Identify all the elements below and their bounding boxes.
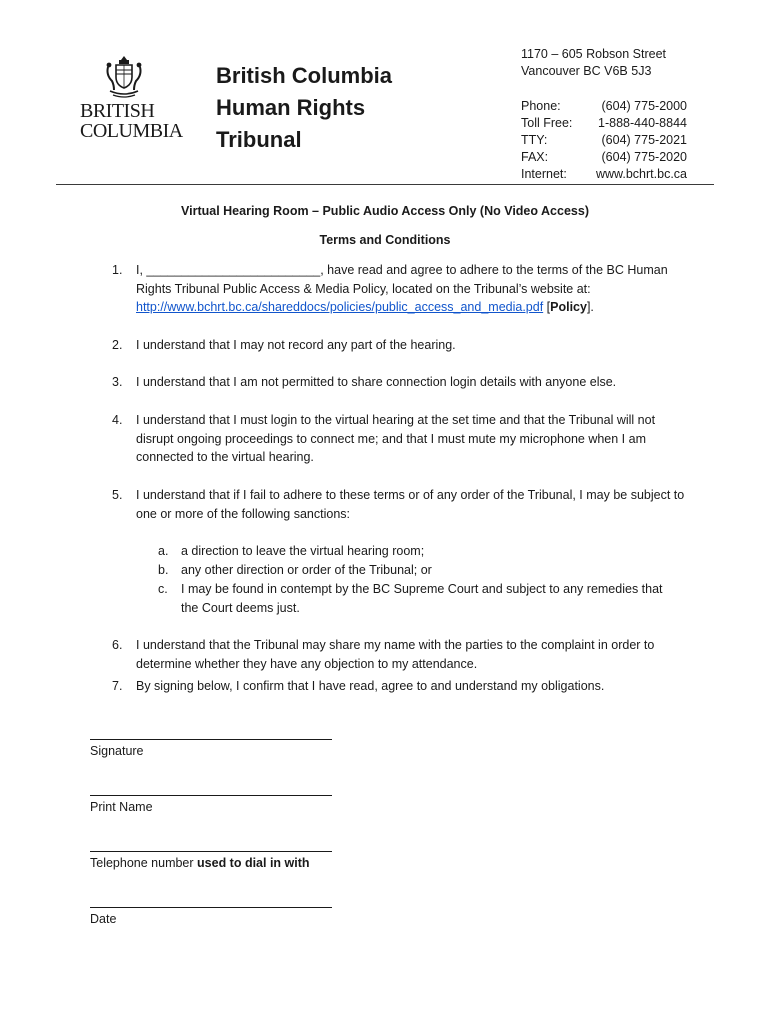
logo-text-line1: BRITISH [80, 100, 155, 122]
term-number: 2. [112, 338, 123, 352]
contact-value: (604) 775-2021 [601, 133, 687, 147]
term-text-intro: I, _________________________, have read and agree to adhere to the terms of the BC Human Rights Tribunal Public Access & Media Policy, located on the Tribunal’s website at: [136, 263, 668, 296]
sanction-text: I may be found in contempt by the BC Supreme Court and subject to any remedies that the Court deems just. [181, 582, 663, 615]
term-item-3 [112, 373, 692, 392]
policy-bracket-close: ]. [586, 300, 594, 314]
term-item-7 [112, 677, 692, 696]
signature-line[interactable] [90, 739, 332, 740]
contact-value: 1-888-440-8844 [598, 116, 687, 130]
address-street: 1170 – 605 Robson Street [521, 47, 667, 61]
term-number: 4. [112, 413, 123, 427]
term-number: 1. [112, 263, 123, 277]
term-number: 6. [112, 638, 123, 652]
contact-value: www.bchrt.bc.ca [595, 167, 687, 181]
contact-block [521, 98, 687, 183]
policy-bracket-open: [ [543, 300, 551, 314]
print-name-label: Print Name [90, 800, 153, 814]
sanction-letter: b. [158, 563, 169, 577]
contact-label: Toll Free: [521, 116, 573, 130]
contact-label: TTY: [521, 133, 548, 147]
contact-label: Internet: [521, 167, 567, 181]
contact-phone [521, 98, 687, 115]
org-title-line: Human Rights [216, 95, 366, 120]
term-text: I understand that I must login to the virtual hearing at the set time and that the Tribunal will not disrupt ongoing proceedings to connect me; and that I must mute my microphone when I am connected to the virtual hearing. [136, 413, 656, 464]
sanction-text: any other direction or order of the Tribunal; or [181, 563, 432, 577]
sanction-item-b [158, 561, 678, 580]
contact-internet [521, 166, 687, 183]
contact-value: (604) 775-2020 [601, 150, 687, 164]
contact-fax [521, 149, 687, 166]
document-subtitle: Terms and Conditions [319, 233, 451, 247]
term-number: 5. [112, 488, 123, 502]
telephone-label-emphasis: used to dial in with [197, 856, 310, 870]
term-number: 7. [112, 679, 123, 693]
term-item-6 [112, 636, 692, 673]
sanction-item-c [158, 580, 678, 618]
contact-toll-free [521, 115, 687, 132]
term-item-4 [112, 411, 692, 467]
term-text [136, 261, 692, 317]
policy-label: Policy [550, 300, 587, 314]
header-divider [56, 184, 714, 185]
contact-label: Phone: [521, 99, 561, 113]
contact-label: FAX: [521, 150, 549, 164]
crest-icon [104, 55, 144, 99]
sanction-item-a [158, 542, 678, 561]
print-name-line[interactable] [90, 795, 332, 796]
org-title-line: British Columbia [216, 63, 393, 88]
term-text: I understand that I am not permitted to share connection login details with anyone else. [136, 375, 617, 389]
org-title-line: Tribunal [216, 127, 302, 152]
address-block [521, 46, 666, 80]
contact-value: (604) 775-2000 [601, 99, 687, 113]
term-item-1 [112, 261, 692, 317]
address-city: Vancouver BC V6B 5J3 [521, 64, 652, 78]
sanction-letter: a. [158, 544, 169, 558]
term-text: I understand that I may not record any part of the hearing. [136, 338, 456, 352]
telephone-line[interactable] [90, 851, 332, 852]
policy-link[interactable]: http://www.bchrt.bc.ca/shareddocs/policies/public_access_and_media.pdf [136, 300, 544, 314]
term-number: 3. [112, 375, 123, 389]
telephone-label-text: Telephone number [90, 856, 198, 870]
term-item-2 [112, 336, 692, 355]
signature-label: Signature [90, 744, 144, 758]
sanction-text: a direction to leave the virtual hearing room; [181, 544, 425, 558]
logo-text-line2: COLUMBIA [80, 120, 183, 142]
telephone-label [90, 856, 310, 870]
contact-tty [521, 132, 687, 149]
date-line[interactable] [90, 907, 332, 908]
term-text: I understand that if I fail to adhere to these terms or of any order of the Tribunal, I may be subject to one or more of the following sanctions: [136, 488, 685, 521]
term-text: I understand that the Tribunal may share my name with the parties to the complaint in order to determine whether they have any objection to my attendance. [136, 638, 655, 671]
sanction-letter: c. [158, 582, 168, 596]
term-item-5 [112, 486, 692, 523]
document-title: Virtual Hearing Room – Public Audio Access Only (No Video Access) [181, 204, 589, 218]
term-text: By signing below, I confirm that I have read, agree to and understand my obligations. [136, 679, 605, 693]
date-label: Date [90, 912, 117, 926]
bc-logo [78, 55, 183, 145]
org-title [216, 60, 416, 156]
